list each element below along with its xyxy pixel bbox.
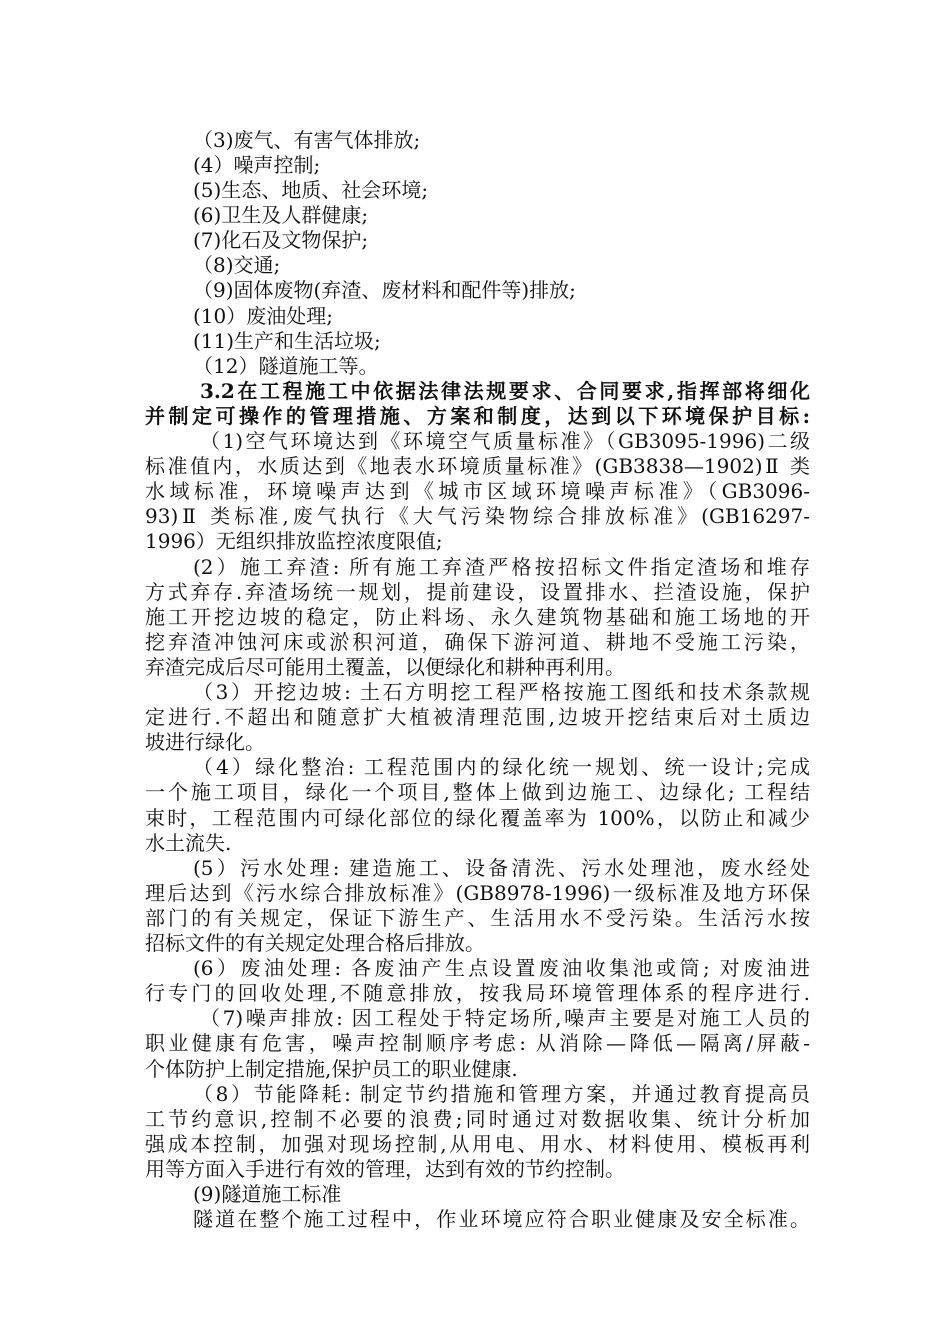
text-line: 招标文件的有关规定处理合格后排放。 [145,931,485,955]
text-line: 1996）无组织排放监控浓度限值; [145,529,443,553]
heading-line: 并制定可操作的管理措施、方案和制度，达到以下环境保护目标: [145,404,810,428]
text-line: 理后达到《污水综合排放标准》(GB8978-1996)一级标准及地方环保 [145,881,810,905]
text-line: 定进行.不超出和随意扩大植被清理范围,边坡开挖结束后对土质边 [145,705,810,729]
text-line: （8）节能降耗: 制定节约措施和管理方案，并通过教育提高员 [193,1082,810,1106]
text-line: （4）绿化整治: 工程范围内的绿化统一规划、统一设计;完成 [193,755,810,779]
text-line: 水土流失. [145,831,232,855]
text-line: （8)交通; [193,253,281,277]
text-line: 弃渣完成后尽可能用土覆盖，以便绿化和耕种再利用。 [145,655,625,679]
text-line: (6)卫生及人群健康; [193,203,369,227]
text-line: 工节约意识,控制不必要的浪费;同时通过对数据收集、统计分析加 [145,1107,810,1131]
heading-line: 3.2在工程施工中依据法律法规要求、合同要求,指挥部将细化 [200,379,810,403]
text-line: (5)生态、地质、社会环境; [193,178,429,202]
text-line: (6）废油处理: 各废油产生点设置废油收集池或筒; 对废油进 [193,956,810,980]
text-line: （3）开挖边坡: 土石方明挖工程严格按施工图纸和技术条款规 [193,680,810,704]
text-line: (4）噪声控制; [193,153,321,177]
text-line: 坡进行绿化。 [145,730,265,754]
text-line: 方式弃存.弃渣场统一规划，提前建设，设置排水、拦渣设施，保护 [145,580,810,604]
text-line: 一个施工项目，绿化一个项目,整体上做到边施工、边绿化; 工程结 [145,780,810,804]
text-line: 用等方面入手进行有效的管理，达到有效的节约控制。 [145,1157,625,1181]
text-line: 水域标准，环境噪声达到《城市区域环境噪声标准》（GB3096- [145,479,810,503]
text-line: (11)生产和生活垃圾; [193,329,381,353]
text-line: 强成本控制，加强对现场控制,从用电、用水、材料使用、模板再利 [145,1132,810,1156]
text-line: (7)化石及文物保护; [193,228,369,252]
text-line: 施工开挖边坡的稳定，防止料场、永久建筑物基础和施工场地的开 [145,605,810,629]
text-line: 隧道在整个施工过程中，作业环境应符合职业健康及安全标准。 [193,1207,810,1231]
text-line: (5）污水处理: 建造施工、设备清洗、污水处理池，废水经处 [193,856,810,880]
text-line: 职业健康有危害，噪声控制顺序考虑: 从消除—降低—隔离/屏蔽- [145,1031,810,1055]
text-line: （9)固体废物(弃渣、废材料和配件等)排放; [193,278,576,302]
text-line: 标准值内，水质达到《地表水环境质量标准》(GB3838—1902)Ⅱ 类 [145,454,810,478]
text-line: 束时，工程范围内可绿化部位的绿化覆盖率为 100%，以防止和减少 [145,806,810,830]
text-line: 挖弃渣冲蚀河床或淤积河道，确保下游河道、耕地不受施工污染， [145,630,810,654]
text-line: 93)Ⅱ 类标准,废气执行《大气污染物综合排放标准》(GB16297- [145,504,810,528]
text-line: (10）废油处理; [193,304,333,328]
text-line: (9)隧道施工标准 [193,1182,342,1206]
text-line: （12）隧道施工等。 [193,354,379,378]
text-line: (2）施工弃渣: 所有施工弃渣严格按招标文件指定渣场和堆存 [193,555,810,579]
text-line: （3)废气、有害气体排放; [193,128,421,152]
text-line: 部门的有关规定，保证下游生产、生活用水不受污染。生活污水按 [145,906,810,930]
text-line: 个体防护上制定措施,保护员工的职业健康. [145,1057,518,1081]
text-line: 行专门的回收处理,不随意排放，按我局环境管理体系的程序进行. [145,981,810,1005]
text-line: （7)噪声排放: 因工程处于特定场所,噪声主要是对施工人员的 [200,1006,810,1030]
text-line: （1)空气环境达到《环境空气质量标准》（GB3095-1996)二级 [200,429,810,453]
